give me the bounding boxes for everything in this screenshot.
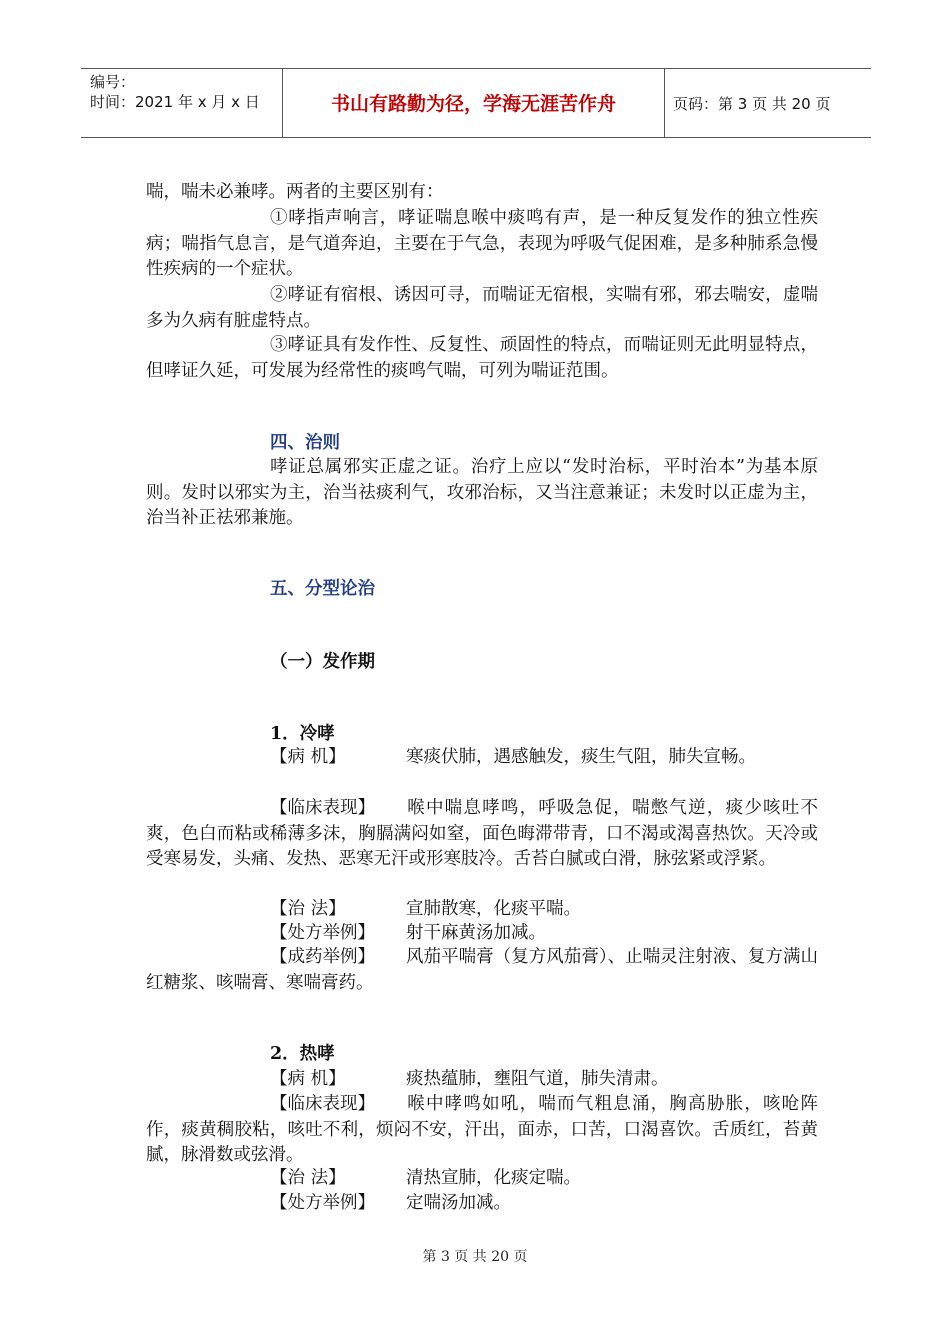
document-header <box>81 68 871 138</box>
item-2-clinical <box>146 1092 818 1169</box>
prescription-label: 【处方举例】 <box>270 923 375 943</box>
prescription-text: 射干麻黄汤加减。 <box>406 923 546 943</box>
item-2-method <box>146 1166 818 1192</box>
section-4-text: 哮证总属邪实正虚之证。治疗上应以“发时治标，平时治本”为基本原则。发时以邪实为主，治当祛痰利气，攻邪治标，又当注意兼证；未发时以正虚为主，治当补正祛邪兼施。 <box>146 457 818 528</box>
item-1-pathogenesis <box>146 745 818 771</box>
item-1-method <box>146 897 818 923</box>
item-2-prescription <box>146 1191 818 1217</box>
motto: 书山有路勤为径，学海无涯苦作舟 <box>330 93 616 115</box>
clinical-text: 喉中哮鸣如吼，喘而气粗息涌，胸高胁胀，咳呛阵作，痰黄稠胶粘，咳吐不利，烦闷不安，汗出，面赤，口苦，口渴喜饮。舌质红，苔黄腻，脉滑数或弦滑。 <box>146 1094 818 1165</box>
patent-text: 风茄平喘膏（复方风茄膏）、止喘灵注射液、复方满山红糖浆、咳喘膏、寒喘膏药。 <box>146 947 818 993</box>
point-2: ②哮证有宿根、诱因可寻，而喘证无宿根，实喘有邪，邪去喘安，虚喘多为久病有脏虚特点。 <box>146 285 818 331</box>
clinical-label: 【临床表现】 <box>270 1094 375 1114</box>
clinical-text: 喉中喘息哮鸣，呼吸急促，喘憋气逆，痰少咳吐不爽，色白而粘或稀薄多沫，胸膈满闷如窒，面色晦滞带青，口不渴或渴喜热饮。天冷或受寒易发，头痛、发热、恶寒无汗或形寒肢冷。舌苔白腻或白滑，脉弦紧或浮紧。 <box>146 798 818 869</box>
header-motto-cell <box>283 69 665 137</box>
item-1-title: 1．冷哮 <box>270 724 335 744</box>
pathogenesis-label: 【病 机】 <box>270 1069 346 1089</box>
prescription-text: 定喘汤加减。 <box>406 1193 511 1213</box>
subsection-1-title: （一）发作期 <box>270 652 375 672</box>
header-meta-cell <box>81 69 283 137</box>
pathogenesis-text: 寒痰伏肺，遇感触发，痰生气阻，肺失宣畅。 <box>406 747 756 767</box>
header-page-cell <box>665 69 871 137</box>
point-1: ①哮指声响言，哮证喘息喉中痰鸣有声，是一种反复发作的独立性疾病；喘指气息言，是气道奔迫，主要在于气急，表现为呼吸气促困难，是多种肺系急慢性疾病的一个症状。 <box>146 208 818 279</box>
date-label: 时间：2021 年 x 月 x 日 <box>90 93 260 111</box>
item-2-pathogenesis <box>146 1067 818 1093</box>
pathogenesis-label: 【病 机】 <box>270 747 346 767</box>
method-label: 【治 法】 <box>270 1168 346 1188</box>
point-3: ③哮证具有发作性、反复性、顽固性的特点，而喘证则无此明显特点，但哮证久延，可发展为经常性的痰鸣气喘，可列为喘证范围。 <box>146 335 818 381</box>
intro-line: 喘，喘未必兼哮。两者的主要区别有： <box>146 182 444 202</box>
item-1-prescription <box>146 921 818 947</box>
pathogenesis-text: 痰热蕴肺，壅阻气道，肺失清肃。 <box>406 1069 669 1089</box>
item-2-title: 2．热哮 <box>270 1044 335 1064</box>
page-footer: 第 3 页 共 20 页 <box>422 1249 528 1265</box>
section-4-title: 四、治则 <box>270 433 340 453</box>
code-label: 编号： <box>90 73 136 91</box>
item-1-patent <box>146 945 818 996</box>
method-label: 【治 法】 <box>270 899 346 919</box>
section-5-title: 五、分型论治 <box>270 579 375 599</box>
patent-label: 【成药举例】 <box>270 947 375 967</box>
clinical-label: 【临床表现】 <box>270 798 375 818</box>
method-text: 清热宣肺，化痰定喘。 <box>406 1168 581 1188</box>
prescription-label: 【处方举例】 <box>270 1193 375 1213</box>
method-text: 宣肺散寒，化痰平喘。 <box>406 899 581 919</box>
item-1-clinical <box>146 796 818 873</box>
page-info: 页码：第 3 页 共 20 页 <box>673 95 831 113</box>
